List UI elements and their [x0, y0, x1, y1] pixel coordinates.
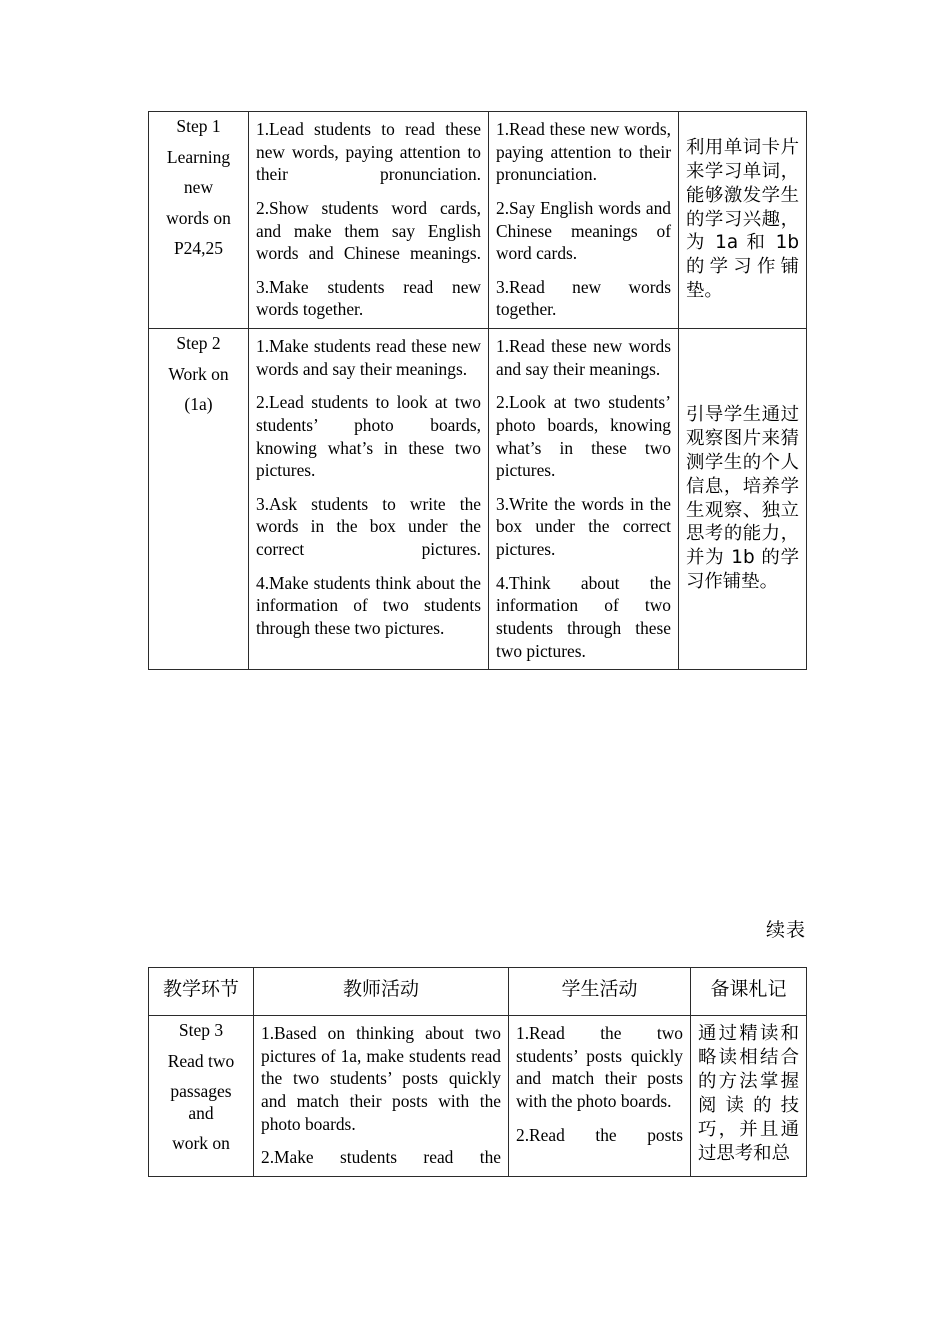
column-header-student-activity: 学生活动: [509, 968, 691, 1016]
activity-item: 2.Show students word cards, and make them say English words and Chinese meanings.: [256, 197, 481, 264]
activity-item: 4.Make students think about the information of two students through these two pictures.: [256, 572, 481, 638]
step-line: work on: [172, 1133, 230, 1153]
column-header-teaching-step: 教学环节: [149, 968, 254, 1016]
activity-item: 1.Read the two students’ posts quickly and match their posts with the photo boards.: [516, 1023, 683, 1111]
step-line: and: [188, 1102, 214, 1123]
lesson-plan-table-part-2: [148, 967, 807, 1177]
student-activities-cell: [509, 1016, 691, 1177]
step-line: Step 3: [178, 1020, 224, 1040]
activity-item: 2.Say English words and Chinese meanings of word cards.: [496, 197, 671, 264]
step-line: Read two: [167, 1050, 235, 1071]
teacher-activities-cell: [254, 1016, 509, 1177]
lesson-notes-text: 利用单词卡片来学习单词，能够激发学生的学习兴趣，为 1a 和 1b 的学习作铺垫。: [686, 136, 799, 302]
lesson-notes-text: 通过精读和略读相结合的方法掌握阅读的技巧，并且通过思考和总: [698, 1023, 799, 1164]
lesson-notes-cell: [679, 112, 807, 329]
step-line: Step 1: [176, 116, 221, 136]
step-line: passages: [170, 1081, 232, 1101]
step-line: Step 2: [176, 333, 221, 353]
activity-item: 1.Lead students to read these new words, paying attention to their pronunciation.: [256, 119, 481, 185]
column-header-teacher-activity: 教师活动: [254, 968, 509, 1016]
activity-item: 3.Write the words in the box under the correct pictures.: [496, 493, 671, 559]
continued-table-label: 续表: [765, 919, 806, 941]
activity-item: 3.Make students read new words together.: [256, 276, 481, 320]
activity-item: 1.Read these new words and say their meanings.: [496, 336, 671, 379]
lesson-plan-table-part-1: [148, 111, 807, 670]
step-cell-step-3: [149, 1016, 254, 1177]
lesson-notes-cell: [679, 329, 807, 670]
activity-item: 1.Make students read these new words and say their meanings.: [256, 336, 481, 379]
step-line: P24,25: [173, 238, 224, 258]
step-cell-step-1: [149, 112, 249, 329]
activity-item: 3.Ask students to write the words in the box under the correct pictures.: [256, 493, 481, 559]
student-activities-cell: [489, 329, 679, 670]
step-line: (1a): [184, 394, 213, 414]
table-row: [149, 1016, 807, 1177]
table-row: [149, 112, 807, 329]
teacher-activities-cell: [249, 112, 489, 329]
activity-item: 1.Read these new words, paying attention to their pronunciation.: [496, 119, 671, 185]
column-header-lesson-notes: 备课札记: [691, 968, 807, 1016]
lesson-notes-cell: [691, 1016, 807, 1177]
step-line: words on: [166, 207, 231, 228]
student-activities-cell: [489, 112, 679, 329]
step-line: Work on: [168, 363, 229, 384]
activity-item: 1.Based on thinking about two pictures of 1a, make students read the two students’ posts quickly and match their posts with the photo boards.: [261, 1023, 501, 1134]
table-header-row: [149, 968, 807, 1016]
table-row: [149, 329, 807, 670]
activity-item: 2.Lead students to look at two students’ photo boards, knowing what’s in these two pictures.: [256, 392, 481, 481]
lesson-notes-text: 引导学生通过观察图片来猜测学生的个人信息，培养学生观察、独立思考的能力，并为 1b 的学习作铺垫。: [686, 403, 799, 593]
activity-item: 2.Read the posts: [516, 1124, 683, 1145]
teacher-activities-cell: [249, 329, 489, 670]
step-line: new: [183, 177, 214, 197]
activity-item: 3.Read new words together.: [496, 276, 671, 320]
step-line: Learning: [166, 146, 231, 167]
step-cell-step-2: [149, 329, 249, 670]
activity-item: 2.Make students read the: [261, 1147, 501, 1168]
activity-item: 2.Look at two students’ photo boards, knowing what’s in these two pictures.: [496, 392, 671, 481]
activity-item: 4.Think about the information of two students through these two pictures.: [496, 572, 671, 661]
